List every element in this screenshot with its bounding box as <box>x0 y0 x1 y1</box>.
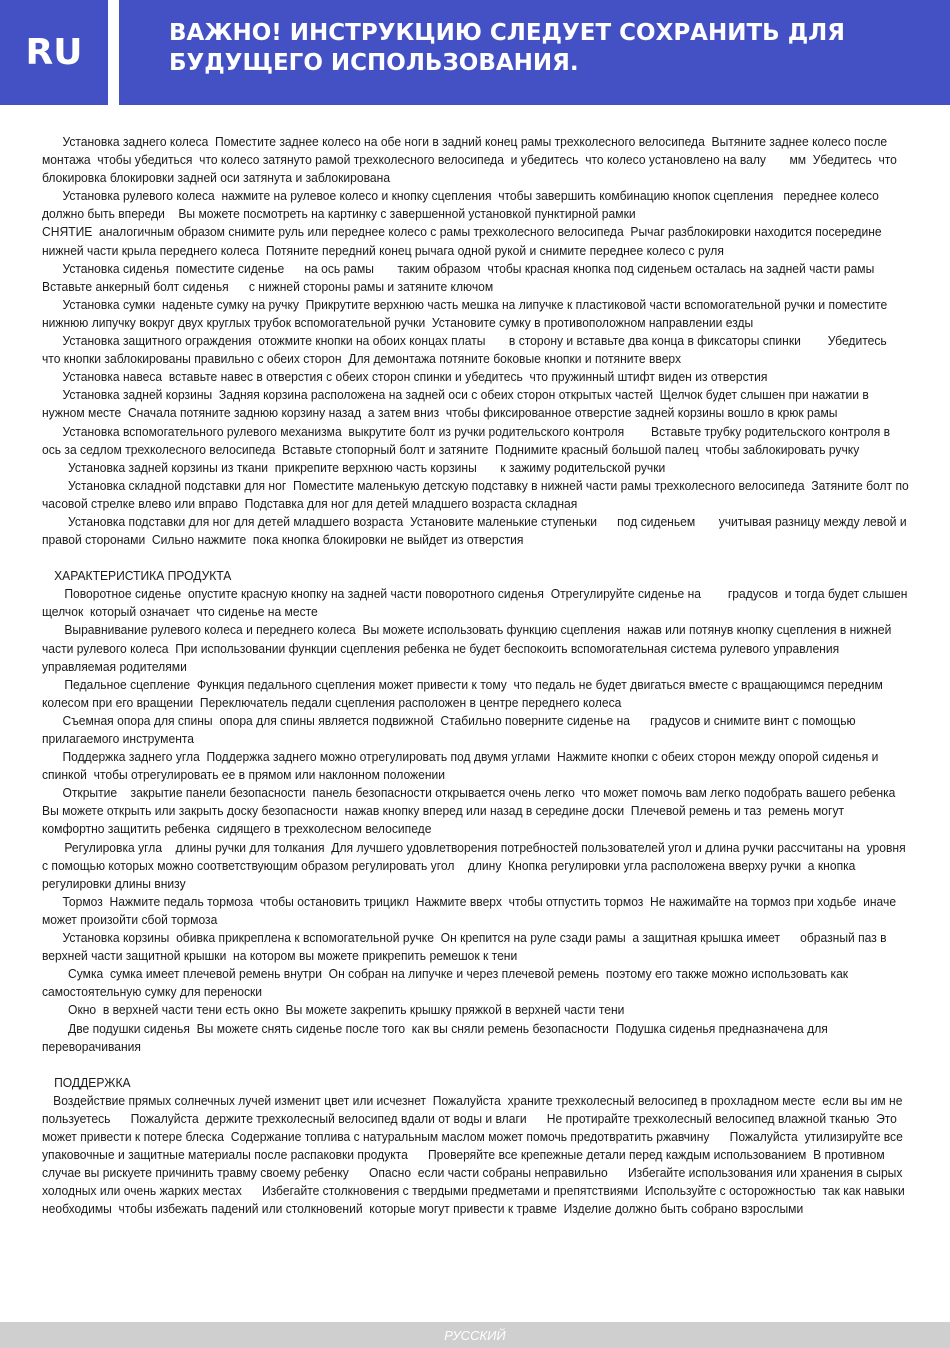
paragraph-rear-wheel: Установка заднего колеса Поместите заднее колесо на обе ноги в задний конец рамы трехколесного велосипеда Вытяните заднее колесо после монтажа чтобы убедиться что колесо затянуто рамой трехколесного велосипеда и убедитесь что колесо установлено на валу мм Убедитесь что блокировка блокировки задней оси затянута и заблокирована <box>42 134 901 186</box>
paragraph-guard: Установка защитного ограждения отожмите кнопки на обоих концах платы в сторону и вставьте два конца в фиксаторы спинки Убедитесь что кнопки заблокированы правильно с обеих сторон Для демонтажа потяните боковые кнопки и потяните вверх <box>42 333 894 367</box>
instructions-body <box>42 133 913 1218</box>
page-footer <box>0 1322 950 1348</box>
feature-wheel-alignment: Выравнивание рулевого колеса и переднего колеса Вы можете использовать функцию сцепления нажав или потянув кнопку сцепления в нижней части рулевого колеса При использовании функции сцепления ребенка не будет беспокоить вспомогательная система рулевого управления управляемая родителями <box>42 622 895 674</box>
footer-language-label: РУССКИЙ <box>444 1327 506 1343</box>
feature-backrest: Съемная опора для спины опора для спины является подвижной Стабильно поверните сиденье на градусов и снимите винт с помощью прилагаемого инструмента <box>42 712 859 746</box>
paragraph-rear-basket: Установка задней корзины Задняя корзина расположена на задней оси с обеих сторон открытых частей Щелчок будет слышен при нажатии в нужном месте Сначала потяните заднюю корзину назад а затем вниз чтобы фиксированное отверстие задней корзины вошло в крюк рамы <box>42 387 873 421</box>
feature-brake: Тормоз Нажмите педаль тормоза чтобы остановить трицикл Нажмите вверх чтобы отпустить тормоз Не нажимайте на тормоз при ходьбе иначе может произойти сбой тормоза <box>42 893 900 927</box>
support-paragraph: Воздействие прямых солнечных лучей изменит цвет или исчезнет Пожалуйста храните трехколесный велосипед в прохладном месте если вы им не пользуетесь Пожалуйста держите трехколесный велосипед вдали от воды и влаги Не протирайте трехколесный велосипед влажной тканью Это может привести к потере блеска Содержание топлива с натуральным маслом может помочь предотвратить ржавчину Пожалуйста утилизируйте все упаковочные и защитные материалы после распаковки продукта Проверяйте все крепежные детали перед каждым использованием В противном случае вы рискуете причинить травму своему ребенку Опасно если части собраны неправильно Избегайте использования или хранения в сырых холодных или очень жарких местах Избегайте столкновения с твердыми предметами и препятствиями Используйте с осторожностью так как навыки необходимы чтобы избежать падений или столкновений которые могут привести к травме Изделие должно быть собрано взрослыми <box>42 1092 910 1217</box>
paragraph-kids-footrest: Установка подставки для ног для детей младшего возраста Установите маленькие ступеньки под сиденьем учитывая разницу между левой и правой сторонами Сильно нажмите пока кнопка блокировки не выйдет из отверстия <box>42 513 911 548</box>
feature-basket-upholstery: Установка корзины обивка прикреплена к вспомогательной ручке Он крепится на руле сзади рамы а защитная крышка имеет образный паз в верхней части защитной крышки на котором вы можете прикрепить ремешок к тени <box>42 930 890 964</box>
paragraph-steering-wheel: Установка рулевого колеса нажмите на рулевое колесо и кнопку сцепления чтобы завершить комбинацию кнопок сцепления переднее колесо должно быть впереди Вы можете посмотреть на картинку с завершенной установкой пунктирной рамки <box>42 188 883 222</box>
paragraph-seat: Установка сиденья поместите сиденье на ось рамы таким образом чтобы красная кнопка под сиденьем осталась на задней части рамы Вставьте анкерный болт сиденья с нижней стороны рамы и затяните ключом <box>42 260 882 294</box>
feature-swivel-seat: Поворотное сиденье опустите красную кнопку на задней части поворотного сиденья Отрегулируйте сиденье на градусов и тогда будет слышен щелчок который означает что сиденье на месте <box>42 586 911 620</box>
feature-rear-angle: Поддержка заднего угла Поддержка заднего можно отрегулировать под двумя углами Нажмите кнопки с обеих сторон между опорой сиденья и спинкой чтобы отрегулировать ее в прямом или наклонном положении <box>42 749 882 783</box>
paragraph-fabric-basket: Установка задней корзины из ткани прикрепите верхнюю часть корзины к зажиму родительской ручки <box>68 459 666 475</box>
feature-push-handle: Регулировка угла длины ручки для толкания Для лучшего удовлетворения потребностей пользователей угол и длина ручки рассчитаны на уровня с помощью которых можно соответствующим образом регулировать угол длину Кнопка регулировки угла расположена вверху ручки а кнопка регулировки длины внизу <box>42 839 913 891</box>
feature-bag: Сумка сумка имеет плечевой ремень внутри Он собран на липучке и через плечевой ремень поэтому его также можно использовать как самостоятельную сумку для переноски <box>42 966 852 1000</box>
feature-pedal-clutch: Педальное сцепление Функция педального сцепления может привести к тому что педаль не будет двигаться вместе с вращающимся передним колесом при его вращении Переключатель педали сцепления расположен в центре переднего колеса <box>42 676 887 710</box>
paragraph-folding-footrest: Установка складной подставки для ног Поместите маленькую детскую подставку в нижней части рамы трехколесного велосипеда Затяните болт по часовой стрелке влево или вправо Подставка для ног для детей младшего возраста складная <box>42 477 913 511</box>
paragraph-removal: СНЯТИЕ аналогичным образом снимите руль или переднее колесо с рамы трехколесного велосипеда Рычаг разблокировки находится посередине нижней части крыла переднего колеса Потяните передний конец рычага одной рукой и снимите переднее колесо с руля <box>42 224 886 258</box>
page-title: ВАЖНО! ИНСТРУКЦИЮ СЛЕДУЕТ СОХРАНИТЬ ДЛЯ БУДУЩЕГО ИСПОЛЬЗОВАНИЯ. <box>169 20 845 76</box>
language-badge: RU <box>0 0 108 105</box>
feature-safety-panel: Открытие закрытие панели безопасности панель безопасности открывается очень легко что может помочь вам легко подобрать вашего ребенка Вы можете открыть или закрыть доску безопасности нажав кнопку вперед или назад в середине доски Плечевой ремень и таз ремень могут комфортно защитить ребенка сидящего в трехколесном велосипеде <box>42 785 903 837</box>
feature-window: Окно в верхней части тени есть окно Вы можете закрепить крышку пряжкой в верхней части тени <box>68 1002 625 1018</box>
features-heading: ХАРАКТЕРИСТИКА ПРОДУКТА <box>54 568 232 584</box>
paragraph-canopy: Установка навеса вставьте навес в отверстия с обеих сторон спинки и убедитесь что пружинный штифт виден из отверстия <box>62 369 768 385</box>
page-header <box>119 0 950 105</box>
support-heading: ПОДДЕРЖКА <box>54 1074 131 1090</box>
paragraph-aux-steering: Установка вспомогательного рулевого механизма выкрутите болт из ручки родительского контроля Вставьте трубку родительского контроля в ось за седлом трехколесного велосипеда Вставьте стопорный болт и затяните Поднимите красный большой палец чтобы заблокировать ручку <box>42 423 894 457</box>
feature-seat-cushions: Две подушки сиденья Вы можете снять сиденье после того как вы сняли ремень безопасности Подушка сиденья предназначена для переворачивания <box>42 1020 832 1054</box>
paragraph-bag: Установка сумки наденьте сумку на ручку Прикрутите верхнюю часть мешка на липучке к пластиковой части вспомогательной ручки и поместите нижнюю липучку вокруг двух круглых трубок вспомогательной ручки Установите сумку в противоположном направлении езды <box>42 296 891 330</box>
